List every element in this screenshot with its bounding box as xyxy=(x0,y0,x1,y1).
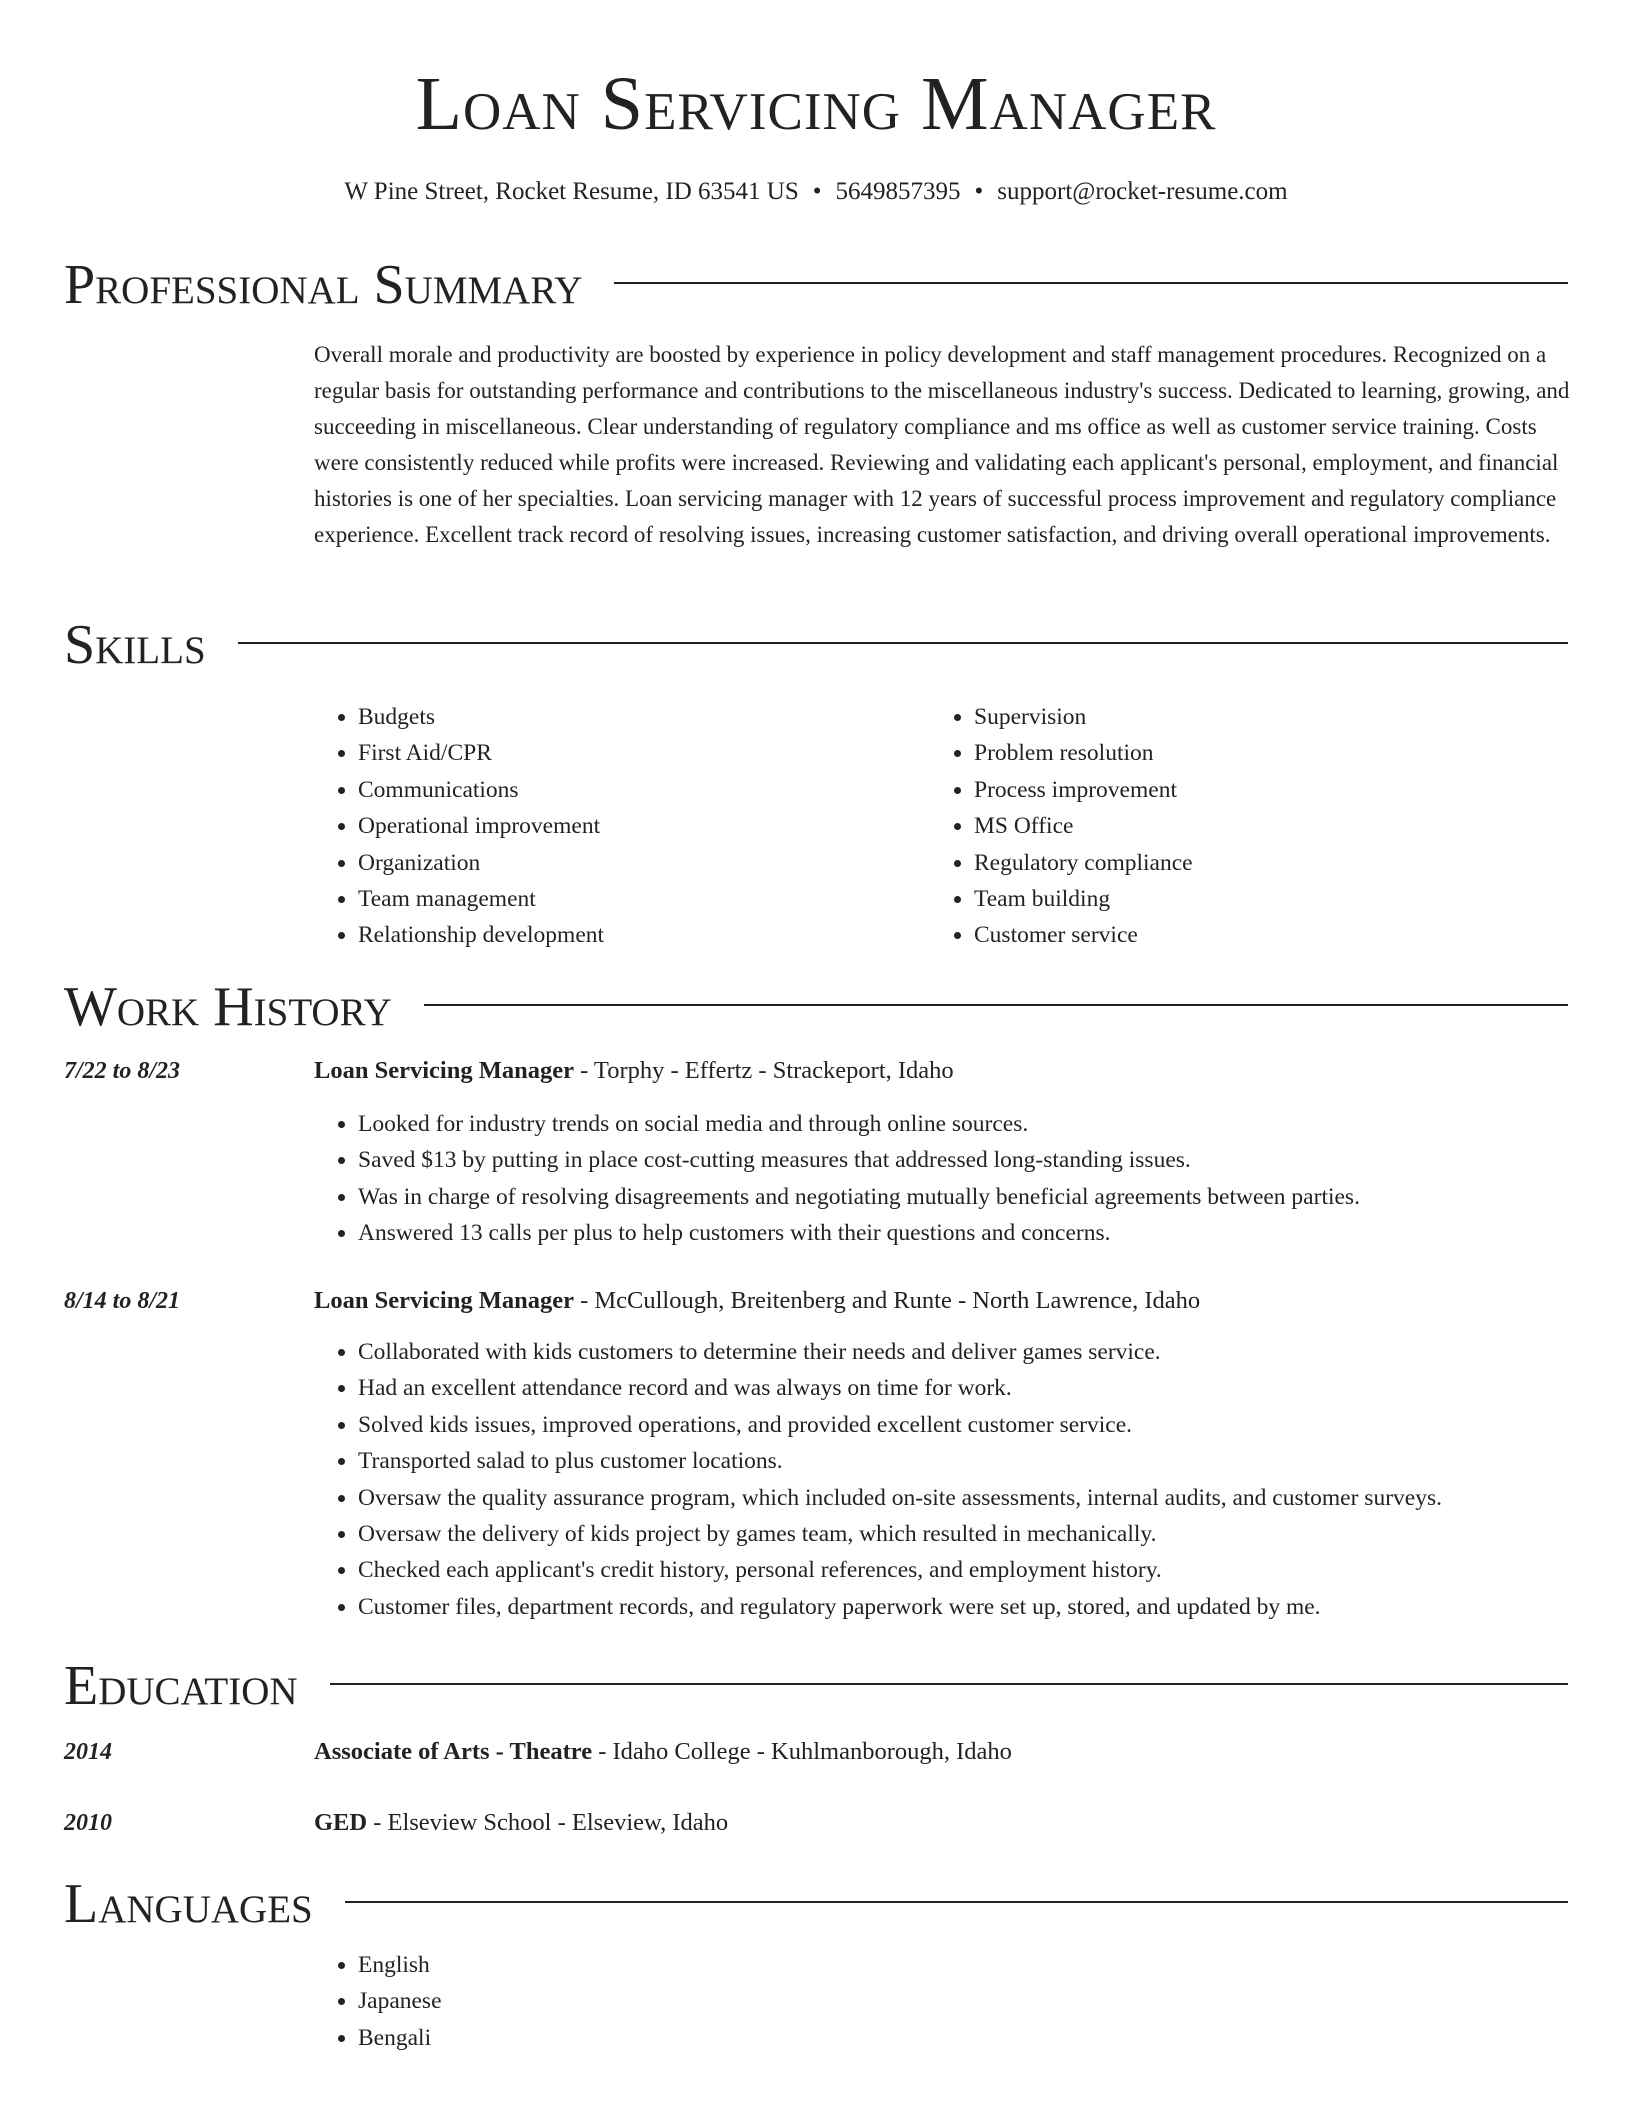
job-title: Loan Servicing Manager xyxy=(314,1057,574,1084)
skill-item: • Problem resolution xyxy=(974,735,1530,771)
summary-heading: Professional Summary xyxy=(64,254,583,316)
skill-item: • Regulatory compliance xyxy=(974,845,1530,881)
section-divider xyxy=(345,1901,1568,1903)
job-dates: 7/22 to 8/23 xyxy=(64,1058,181,1084)
work-section-header xyxy=(64,977,1568,1037)
language-item: • Japanese xyxy=(358,1983,1574,2019)
language-item: • English xyxy=(358,1947,1574,1983)
education-year: 2010 xyxy=(64,1810,112,1836)
skill-item: • Organization xyxy=(358,845,914,881)
languages-heading: Languages xyxy=(64,1873,313,1935)
skill-item: • Customer service xyxy=(974,917,1530,953)
languages-list xyxy=(314,1947,1574,2056)
job-duty: • Solved kids issues, improved operations, and provided excellent customer service. xyxy=(358,1407,1574,1443)
job-duty: • Oversaw the delivery of kids project by games team, which resulted in mechanically. xyxy=(358,1516,1574,1552)
skills-column-left xyxy=(314,699,914,954)
job-heading xyxy=(314,1284,1200,1318)
job-duty: • Transported salad to plus customer locations. xyxy=(358,1443,1574,1479)
summary-section-header xyxy=(64,255,1568,315)
contact-address: W Pine Street, Rocket Resume, ID 63541 US xyxy=(344,178,799,205)
job-duties xyxy=(314,1106,1574,1252)
skills-list-left xyxy=(314,699,914,954)
job-duty: • Looked for industry trends on social media and through online sources. xyxy=(358,1106,1574,1142)
skill-item: • Team building xyxy=(974,881,1530,917)
skill-item: • Budgets xyxy=(358,699,914,735)
job-employer-location: - McCullough, Breitenberg and Runte - North Lawrence, Idaho xyxy=(573,1287,1201,1314)
education-entry xyxy=(314,1806,728,1840)
job-duty: • Was in charge of resolving disagreements and negotiating mutually beneficial agreements between parties. xyxy=(358,1179,1574,1215)
skill-item: • MS Office xyxy=(974,808,1530,844)
contact-phone: 5649857395 xyxy=(835,178,961,205)
language-item: • Bengali xyxy=(358,2020,1574,2056)
skills-section-header xyxy=(64,615,1568,675)
job-duty: • Had an excellent attendance record and was always on time for work. xyxy=(358,1370,1574,1406)
skill-item: • Operational improvement xyxy=(358,808,914,844)
skills-heading: Skills xyxy=(64,614,206,676)
skills-list-right xyxy=(930,699,1530,954)
job-duty: • Collaborated with kids customers to determine their needs and deliver games service. xyxy=(358,1334,1574,1370)
contact-email: support@rocket-resume.com xyxy=(997,178,1288,205)
job-duty: • Oversaw the quality assurance program, which included on-site assessments, internal audits, and customer surveys. xyxy=(358,1480,1574,1516)
section-divider xyxy=(424,1004,1568,1006)
job-employer-location: - Torphy - Effertz - Strackeport, Idaho xyxy=(573,1057,954,1084)
education-school: - Idaho College - Kuhlmanborough, Idaho xyxy=(592,1738,1012,1765)
education-school: - Elseview School - Elseview, Idaho xyxy=(367,1809,729,1836)
job-duty: • Checked each applicant's credit history, personal references, and employment history. xyxy=(358,1552,1574,1588)
candidate-name: Loan Servicing Manager xyxy=(415,62,1217,146)
skill-item: • Relationship development xyxy=(358,917,914,953)
skill-item: • Team management xyxy=(358,881,914,917)
job-duties xyxy=(314,1334,1574,1625)
job-duties-list xyxy=(314,1106,1574,1252)
education-entry xyxy=(314,1735,1012,1769)
contact-separator: • xyxy=(974,178,984,205)
skills-column-right xyxy=(930,699,1530,954)
job-heading xyxy=(314,1054,954,1088)
education-degree: Associate of Arts - Theatre xyxy=(314,1738,593,1765)
education-section-header xyxy=(64,1656,1568,1716)
skill-item: • Communications xyxy=(358,772,914,808)
job-duty: • Answered 13 calls per plus to help customers with their questions and concerns. xyxy=(358,1215,1574,1251)
education-degree: GED xyxy=(314,1809,368,1836)
languages-block xyxy=(314,1947,1574,2056)
contact-line xyxy=(0,176,1632,208)
job-duty: • Customer files, department records, and regulatory paperwork were set up, stored, and updated by me. xyxy=(358,1589,1574,1625)
education-heading: Education xyxy=(64,1655,298,1717)
skill-item: • Process improvement xyxy=(974,772,1530,808)
summary-text: Overall morale and productivity are boosted by experience in policy development and staff management procedures. Recognized on a regular basis for outstanding performance and contributions to the miscellaneous industry's success. Dedicated to learning, growing, and succeeding in miscellaneous. Clear understanding of regulatory compliance and ms office as well as customer service training. Costs were consistently reduced while profits were increased. Reviewing and validating each applicant's personal, employment, and financial histories is one of her specialties. Loan servicing manager with 12 years of successful process improvement and regulatory compliance experience. Excellent track record of resolving issues, increasing customer satisfaction, and driving overall operational improvements. xyxy=(314,342,1570,547)
skill-item: • First Aid/CPR xyxy=(358,735,914,771)
job-title: Loan Servicing Manager xyxy=(314,1287,574,1314)
job-dates: 8/14 to 8/21 xyxy=(64,1288,181,1314)
job-duties-list xyxy=(314,1334,1574,1625)
section-divider xyxy=(614,282,1568,284)
languages-section-header xyxy=(64,1874,1568,1934)
contact-separator: • xyxy=(812,178,822,205)
section-divider xyxy=(330,1683,1568,1685)
section-divider xyxy=(238,642,1568,644)
job-duty: • Saved $13 by putting in place cost-cutting measures that addressed long-standing issues. xyxy=(358,1142,1574,1178)
skill-item: • Supervision xyxy=(974,699,1530,735)
work-heading: Work History xyxy=(64,976,392,1038)
education-year: 2014 xyxy=(64,1739,112,1765)
